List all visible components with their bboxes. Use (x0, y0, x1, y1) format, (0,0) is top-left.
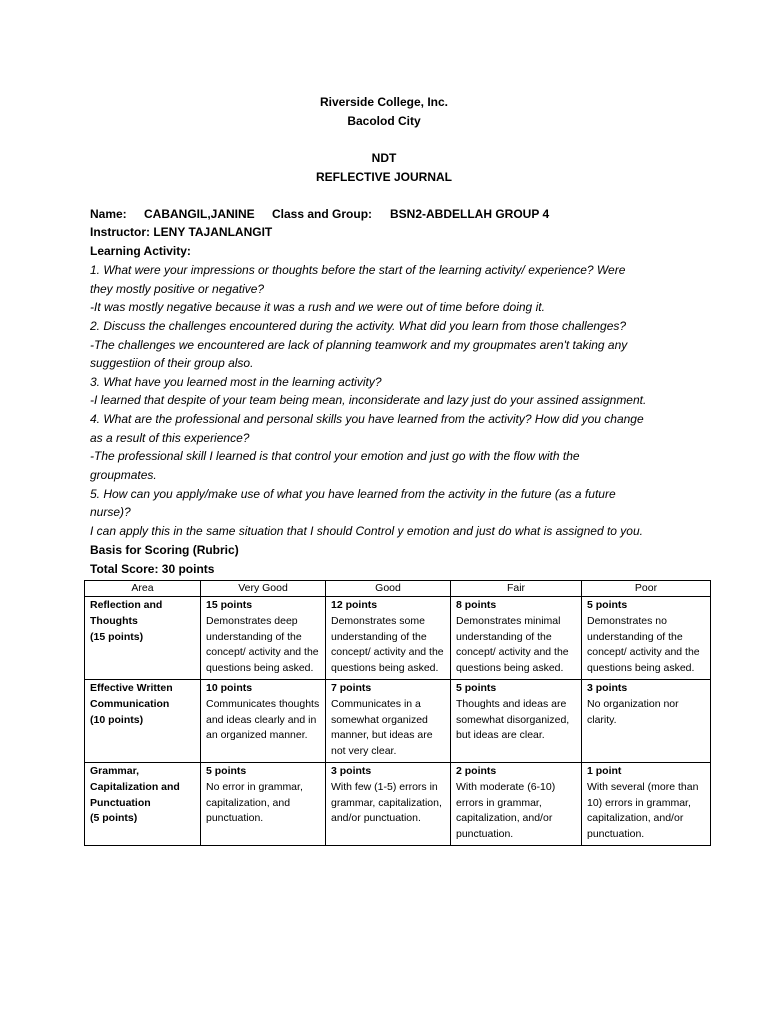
cell-points: 15 points (206, 599, 253, 611)
cell-points: 10 points (206, 681, 253, 694)
score-cell (451, 679, 582, 762)
cell-description: Communicates in a somewhat organized manner, but ideas are not very clear. (331, 697, 433, 758)
score-cell (201, 679, 326, 762)
rubric-heading: Basis for Scoring (Rubric) (90, 543, 239, 557)
cell-points: 5 points (587, 599, 628, 611)
class-value: BSN2-ABDELLAH GROUP 4 (390, 207, 550, 221)
cell-description: Demonstrates minimal understanding of the concept/ activity and the questions being asked. (456, 614, 569, 675)
name-value: CABANGIL,JANINE (144, 207, 255, 221)
column-header-very-good: Very Good (201, 581, 326, 597)
area-cell (85, 679, 201, 762)
city-name: Bacolod City (347, 114, 421, 128)
cell-description: No organization nor clarity. (587, 697, 679, 726)
column-header-fair: Fair (451, 581, 582, 597)
area-name: Grammar, Capitalization and Punctuation (90, 764, 180, 809)
question-4-line-1: 4. What are the professional and personal skills you have learned from the activity? How did you change (90, 412, 644, 426)
column-header-area: Area (85, 581, 201, 597)
answer-5: I can apply this in the same situation that I should Control y emotion and just do what is assigned to you. (90, 524, 643, 538)
column-header-poor: Poor (582, 581, 711, 597)
cell-description: Demonstrates some understanding of the concept/ activity and the questions being asked. (331, 614, 444, 675)
rubric-header-row (85, 581, 711, 597)
score-cell (326, 762, 451, 845)
score-cell (451, 597, 582, 680)
name-label: Name: (90, 207, 127, 221)
cell-description: No error in grammar, capitalization, and punctuation. (206, 780, 303, 825)
area-name: Reflection and Thoughts (90, 599, 163, 627)
area-points: (15 points) (90, 630, 144, 643)
cell-description: With few (1-5) errors in grammar, capitalization, and/or punctuation. (331, 780, 442, 825)
score-cell (201, 597, 326, 680)
question-5-line-1: 5. How can you apply/make use of what you have learned from the activity in the future (as a future (90, 487, 616, 501)
score-cell (582, 597, 711, 680)
cell-points: 3 points (331, 764, 372, 777)
answer-1: -It was mostly negative because it was a rush and we were out of time before doing it. (90, 300, 545, 314)
cell-points: 5 points (206, 764, 247, 777)
cell-points: 2 points (456, 764, 497, 777)
area-points: (5 points) (90, 812, 138, 825)
document-title: REFLECTIVE JOURNAL (315, 170, 452, 184)
rubric-table (84, 580, 711, 846)
cell-points: 5 points (456, 681, 497, 694)
total-score: Total Score: 30 points (90, 562, 215, 576)
cell-description: Demonstrates no understanding of the concept/ activity and the questions being asked. (587, 614, 700, 675)
cell-points: 12 points (331, 599, 378, 611)
cell-description: Thoughts and ideas are somewhat disorganized, but ideas are clear. (456, 697, 570, 742)
school-name: Riverside College, Inc. (319, 95, 449, 109)
score-cell (582, 679, 711, 762)
area-cell (85, 597, 201, 680)
cell-description: With several (more than 10) errors in grammar, capitalization, and/or punctuation. (587, 780, 699, 841)
activity-heading: Learning Activity: (90, 244, 191, 258)
question-1-line-1: 1. What were your impressions or thoughts before the start of the learning activity/ experience? Were (90, 263, 626, 277)
cell-points: 3 points (587, 681, 628, 694)
score-cell (451, 762, 582, 845)
cell-points: 7 points (331, 681, 372, 694)
rubric-row-grammar (85, 762, 711, 845)
subject-title: NDT (371, 151, 397, 165)
score-cell (326, 679, 451, 762)
cell-description: Communicates thoughts and ideas clearly and in an organized manner. (206, 697, 320, 742)
class-label: Class and Group: (272, 207, 373, 221)
answer-4-line-1: -The professional skill I learned is that control your emotion and just go with the flow with the (90, 449, 580, 463)
question-1-line-2: they mostly positive or negative? (90, 282, 265, 296)
score-cell (582, 762, 711, 845)
instructor-line: Instructor: LENY TAJANLANGIT (90, 225, 273, 239)
question-2: 2. Discuss the challenges encountered during the activity. What did you learn from those challenges? (90, 319, 627, 333)
answer-4-line-2: groupmates. (90, 468, 157, 482)
area-cell (85, 762, 201, 845)
answer-3: -I learned that despite of your team being mean, inconsiderate and lazy just do your assined assignment. (90, 393, 647, 407)
cell-description: With moderate (6-10) errors in grammar, capitalization, and/or punctuation. (456, 780, 556, 841)
score-cell (201, 762, 326, 845)
student-info-row (90, 206, 690, 222)
cell-points: 1 point (587, 764, 622, 777)
answer-2-line-1: -The challenges we encountered are lack of planning teamwork and my groupmates aren't taking any (90, 338, 628, 352)
question-3: 3. What have you learned most in the learning activity? (90, 375, 382, 389)
rubric-row-communication (85, 679, 711, 762)
column-header-good: Good (326, 581, 451, 597)
question-4-line-2: as a result of this experience? (90, 431, 250, 445)
cell-points: 8 points (456, 599, 497, 611)
cell-description: Demonstrates deep understanding of the concept/ activity and the questions being asked. (206, 614, 319, 675)
area-name: Effective Written Communication (90, 681, 173, 710)
area-points: (10 points) (90, 713, 144, 726)
answer-2-line-2: suggestiion of their group also. (90, 356, 254, 370)
question-5-line-2: nurse)? (90, 505, 131, 519)
rubric-row-reflection (85, 597, 711, 680)
score-cell (326, 597, 451, 680)
